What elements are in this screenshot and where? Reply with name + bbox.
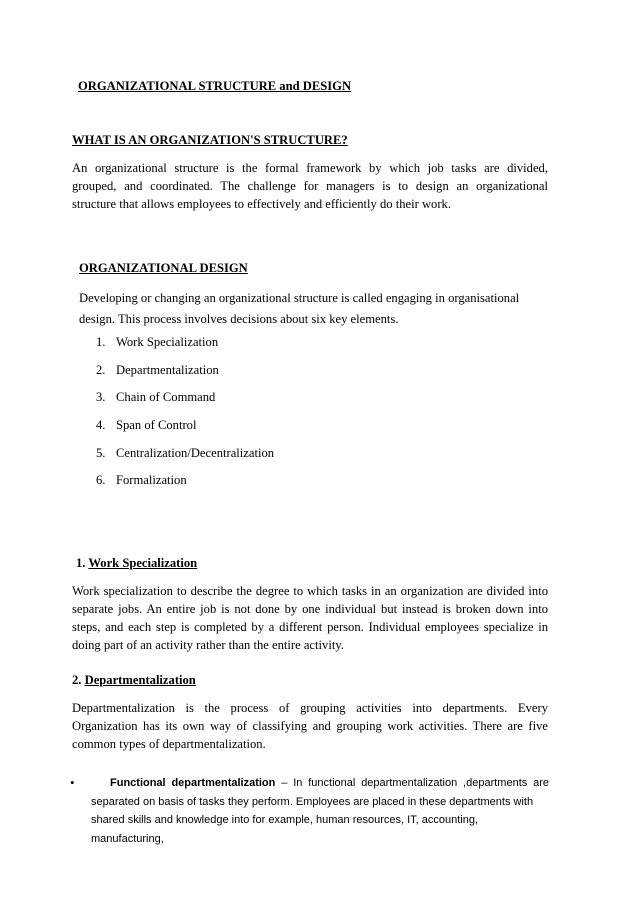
paragraph-line: separated on basis of tasks they perform. Employees are placed in these departments with	[91, 795, 534, 808]
paragraph-line: Functional departmentalization – In functional departmentalization ,departments are	[110, 777, 550, 789]
list-item: 5. Centralization/Decentralization	[96, 446, 275, 460]
list-item: 4. Span of Control	[96, 418, 197, 432]
bullet-icon: •	[70, 775, 75, 790]
paragraph-line: doing part of an activity rather than the entire activity.	[72, 638, 344, 652]
paragraph-structure	[72, 159, 548, 213]
paragraph-line: design. This process involves decisions about six key elements.	[79, 312, 399, 326]
paragraph-line: shared skills and knowledge into for example, human resources, IT, accounting, manufacturing,	[91, 814, 479, 845]
paragraph-line: Work specialization to describe the degree to which tasks in an organization are divided into	[72, 584, 548, 598]
list-item: 6. Formalization	[96, 473, 187, 487]
paragraph-line: grouped, and coordinated. The challenge for managers is to design an organizational	[72, 179, 548, 193]
bullet-term: Functional departmentalization	[110, 777, 276, 789]
section-heading-work: 1. Work Specialization	[76, 556, 198, 570]
section-heading-dept: 2. Departmentalization	[72, 673, 196, 687]
paragraph-line: steps, and each step is completed by a different person. Individual employees specialize in	[72, 620, 548, 634]
section-heading-design: ORGANIZATIONAL DESIGN	[79, 261, 248, 275]
bullet-functional	[91, 774, 549, 848]
paragraph-line: separate jobs. An entire job is not done by one individual but instead is broken down into	[72, 602, 548, 616]
document-title: ORGANIZATIONAL STRUCTURE and DESIGN	[78, 79, 352, 93]
list-item: 3. Chain of Command	[96, 390, 216, 404]
list-item: 2. Departmentalization	[96, 363, 219, 377]
list-item: 1. Work Specialization	[96, 335, 219, 349]
paragraph-line: Organization has its own way of classifying and grouping work activities. There are five	[72, 719, 548, 733]
paragraph-line: structure that allows employees to effectively and efficiently do their work.	[72, 197, 451, 211]
paragraph-dept	[72, 699, 548, 753]
section-heading-structure: WHAT IS AN ORGANIZATION'S STRUCTURE?	[72, 133, 348, 147]
paragraph-design	[79, 288, 519, 330]
paragraph-line: Departmentalization is the process of grouping activities into departments. Every	[72, 701, 548, 715]
paragraph-work	[72, 582, 548, 654]
paragraph-line: Developing or changing an organizational structure is called engaging in organisational	[79, 291, 520, 305]
paragraph-line: An organizational structure is the formal framework by which job tasks are divided,	[72, 161, 548, 175]
paragraph-line: common types of departmentalization.	[72, 737, 266, 751]
